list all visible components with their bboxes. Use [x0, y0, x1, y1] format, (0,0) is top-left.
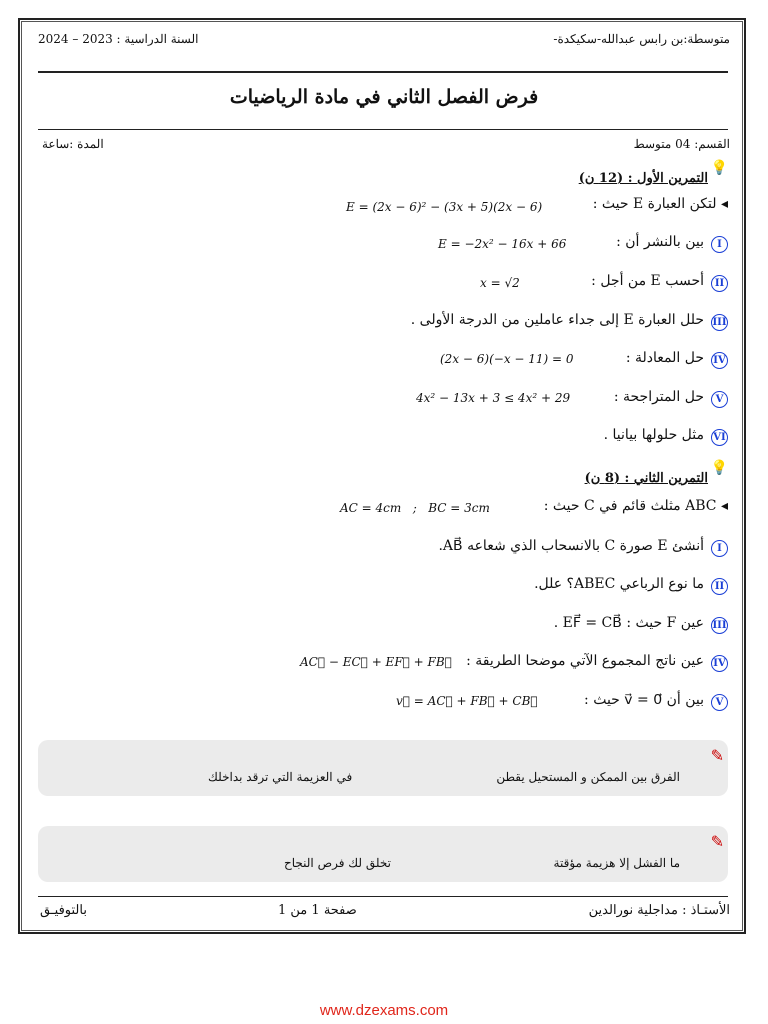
- quote-2-right: ما الفشل إلا هزيمة مؤقتة: [553, 856, 680, 870]
- title-divider: [38, 129, 728, 130]
- item-number-icon: V: [711, 391, 728, 408]
- exercise2-item-5-math: v⃗ = AC⃗ + FB⃗ + CB⃗: [396, 694, 538, 708]
- exercise2-item-2: ما نوع الرباعي ABEC؟ علل.: [534, 576, 704, 592]
- item-number-icon: VI: [711, 429, 728, 446]
- exercise1-item-4: حل المعادلة :: [625, 350, 704, 366]
- quote-2-left: تخلق لك فرص النجاح: [284, 856, 391, 870]
- exercise1-item-1-math: E = −2x² − 16x + 66: [438, 237, 567, 251]
- exercise1-item-5-math: 4x² − 13x + 3 ≤ 4x² + 29: [416, 391, 571, 405]
- item-number-icon: II: [711, 578, 728, 595]
- exercise1-item-1: بين بالنشر أن :: [616, 234, 704, 250]
- lightbulb-icon: 💡: [710, 160, 728, 176]
- teacher-name: الأستـاذ : مداجلية نورالدين: [588, 903, 730, 918]
- item-number-icon: I: [711, 236, 728, 253]
- exercise2-intro-text: ABC مثلث قائم في C حيث :: [543, 498, 717, 514]
- item-number-icon: III: [711, 617, 728, 634]
- quote-1-left: في العزيمة التي ترقد بداخلك: [208, 770, 353, 784]
- exercise2-item-4: عين ناتج المجموع الآتي موضحا الطريقة :: [466, 653, 704, 669]
- header-divider: [38, 71, 728, 73]
- lightbulb-icon: 💡: [710, 460, 728, 476]
- exercise2-item-5: بين أن 0⃗ = v⃗ حيث :: [584, 692, 704, 708]
- exercise2-item-1: أنشئ E صورة C بالانسحاب الذي شعاعه AB⃗.: [438, 538, 704, 554]
- exercise2-intro-math: AC = 4cm ; BC = 3cm: [340, 501, 490, 515]
- exercise1-heading: التمرين الأول : (12 ن): [578, 171, 708, 186]
- exercise2-heading: التمرين الثاني : (8 ن): [584, 471, 708, 486]
- item-number-icon: II: [711, 275, 728, 292]
- duration-label: المدة :ساعة: [42, 137, 104, 151]
- item-number-icon: V: [711, 694, 728, 711]
- quote-box: [38, 740, 728, 796]
- exercise2-item-3: عين F حيث : EF⃗ = CB⃗ .: [553, 615, 704, 631]
- exercise2-intro: ◂ ABC مثلث قائم في C حيث :: [543, 498, 728, 514]
- exercise2-item-4-math: AC⃗ − EC⃗ + EF⃗ + FB⃗: [300, 655, 452, 669]
- quote-box: [38, 826, 728, 882]
- pen-icon: ✎: [710, 746, 724, 765]
- watermark-link[interactable]: www.dzexams.com: [319, 1002, 449, 1019]
- item-number-icon: I: [711, 540, 728, 557]
- exercise1-item-4-math: (2x − 6)(−x − 11) = 0: [440, 352, 574, 366]
- item-number-icon: III: [711, 314, 728, 331]
- exercise1-item-2-math: x = √2: [480, 276, 520, 290]
- school-name: متوسطة:بن رابس عبدالله-سكيكدة-: [553, 32, 730, 46]
- item-number-icon: IV: [711, 655, 728, 672]
- page-number: صفحة 1 من 1: [278, 903, 357, 918]
- class-label: القسم: 04 متوسط: [633, 137, 730, 151]
- pen-icon: ✎: [710, 832, 724, 851]
- closing-wish: بالتوفيـق: [40, 903, 87, 918]
- exercise1-item-3: حلل العبارة E إلى جداء عاملين من الدرجة الأولى .: [410, 312, 704, 328]
- exercise1-item-2: أحسب E من أجل :: [591, 273, 704, 289]
- school-year: السنة الدراسية : 2023 – 2024: [38, 32, 199, 46]
- exercise1-intro-math: E = (2x − 6)² − (3x + 5)(2x − 6): [346, 200, 543, 214]
- item-number-icon: IV: [711, 352, 728, 369]
- footer-divider: [38, 896, 728, 897]
- quote-1-right: الفرق بين الممكن و المستحيل يقطن: [496, 770, 680, 784]
- exercise1-intro-text: لتكن العبارة E حيث :: [592, 196, 717, 212]
- exercise1-item-5: حل المتراجحة :: [613, 389, 704, 405]
- exercise1-intro: ◂ لتكن العبارة E حيث :: [592, 196, 728, 212]
- exercise1-item-6: مثل حلولها بيانيا .: [603, 427, 704, 443]
- page-title: فرض الفصل الثاني في مادة الرياضيات: [229, 86, 539, 108]
